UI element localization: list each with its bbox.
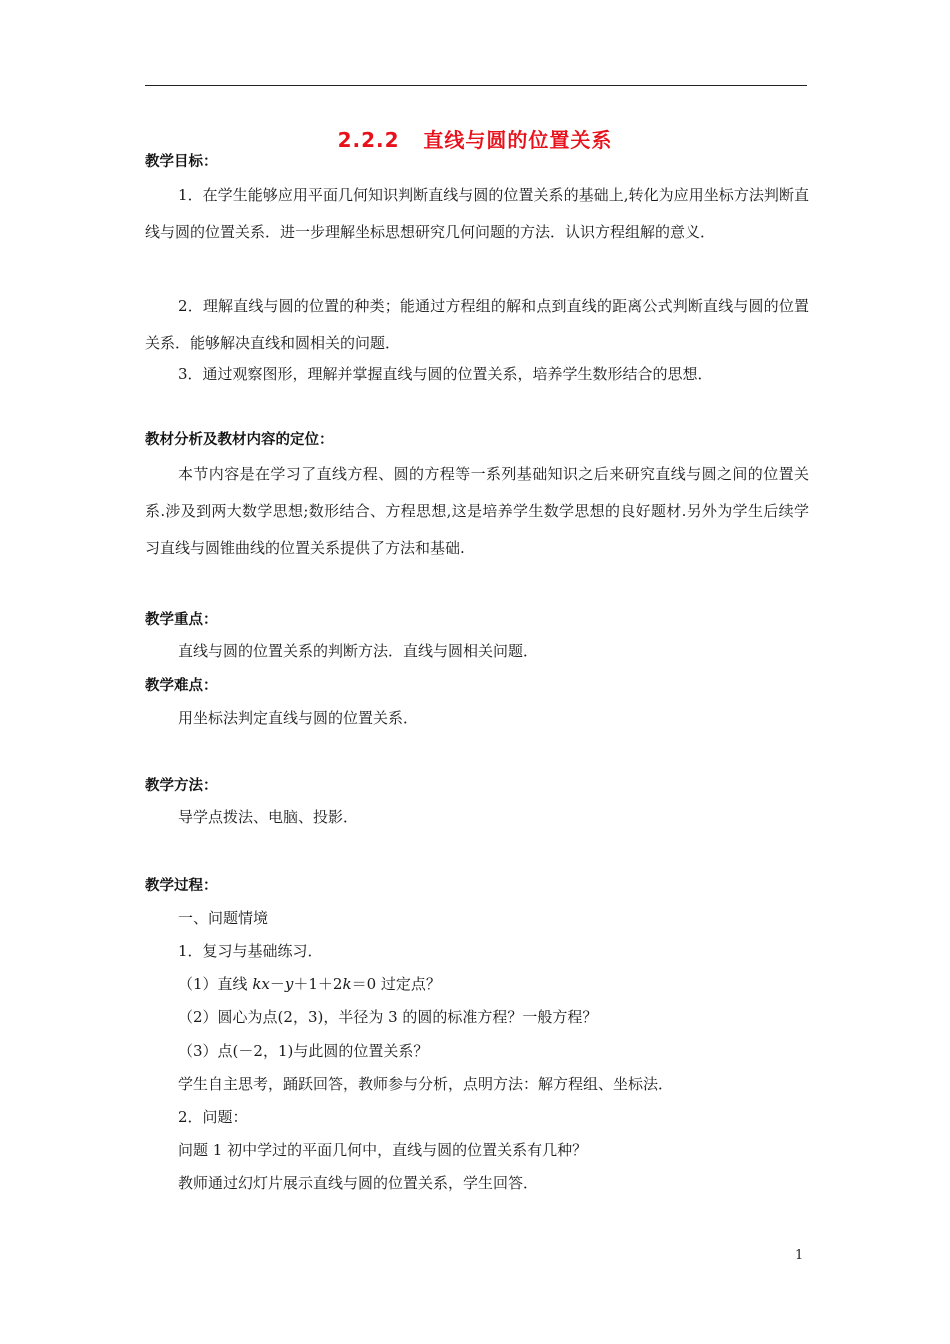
- process-line: 学生自主思考，踊跃回答，教师参与分析，点明方法：解方程组、坐标法．: [178, 1075, 674, 1093]
- equation-term-k: k: [342, 975, 352, 993]
- page-title: 2.2.2 直线与圆的位置关系: [337, 128, 613, 152]
- process-line: 教师通过幻灯片展示直线与圆的位置关系，学生回答．: [178, 1174, 539, 1192]
- process-line: （2）圆心为点(2，3)，半径为 3 的圆的标准方程？一般方程？: [178, 1008, 598, 1026]
- process-line: （3）点(－2，1)与此圆的位置关系？: [178, 1042, 429, 1060]
- objective-item: 2．理解直线与圆的位置的种类；能通过方程组的解和点到直线的距离公式判断直线与圆的位置关系．能够解决直线和圆相关的问题．: [145, 297, 809, 352]
- header-rule: [145, 85, 807, 86]
- equation-op: －: [269, 975, 285, 993]
- process-line-equation: [178, 973, 441, 994]
- key-points-text: 直线与圆的位置关系的判断方法．直线与圆相关问题．: [178, 642, 539, 660]
- equation-prefix: （1）直线: [178, 975, 253, 993]
- analysis-text: 本节内容是在学习了直线方程、圆的方程等一系列基础知识之后来研究直线与圆之间的位置关系.涉及到两大数学思想;数形结合、方程思想,这是培养学生数学思想的良好题材.另外为学生后续学习直线与圆锥曲线的位置关系提供了方法和基础.: [145, 465, 809, 557]
- key-points-heading: 教学重点：: [145, 612, 218, 628]
- analysis-heading: 教材分析及教材内容的定位：: [145, 432, 334, 448]
- process-line: 2．问题：: [178, 1108, 248, 1126]
- methods-heading: 教学方法：: [145, 778, 218, 794]
- process-line: 一、问题情境: [178, 909, 269, 927]
- process-heading: 教学过程：: [145, 878, 218, 894]
- objectives-heading: 教学目标：: [145, 154, 218, 170]
- equation-term-kx: kx: [252, 975, 270, 993]
- equation-term-y: y: [284, 975, 294, 993]
- objective-item: 3．通过观察图形，理解并掌握直线与圆的位置关系，培养学生数形结合的思想．: [178, 365, 713, 383]
- process-line: 问题 1 初中学过的平面几何中，直线与圆的位置关系有几种？: [178, 1141, 588, 1159]
- process-line: 1．复习与基础练习．: [178, 942, 323, 960]
- objective-item: 1．在学生能够应用平面几何知识判断直线与圆的位置关系的基础上,转化为应用坐标方法判断直线与圆的位置关系．进一步理解坐标思想研究几何问题的方法．认识方程组解的意义．: [145, 186, 809, 241]
- equation-op: ＋1＋2: [293, 975, 343, 993]
- equation-suffix: ＝0 过定点？: [351, 975, 441, 993]
- difficulties-text: 用坐标法判定直线与圆的位置关系．: [178, 709, 419, 727]
- difficulties-heading: 教学难点：: [145, 678, 218, 694]
- methods-text: 导学点拨法、电脑、投影．: [178, 808, 359, 826]
- page-number: 1: [795, 1248, 804, 1263]
